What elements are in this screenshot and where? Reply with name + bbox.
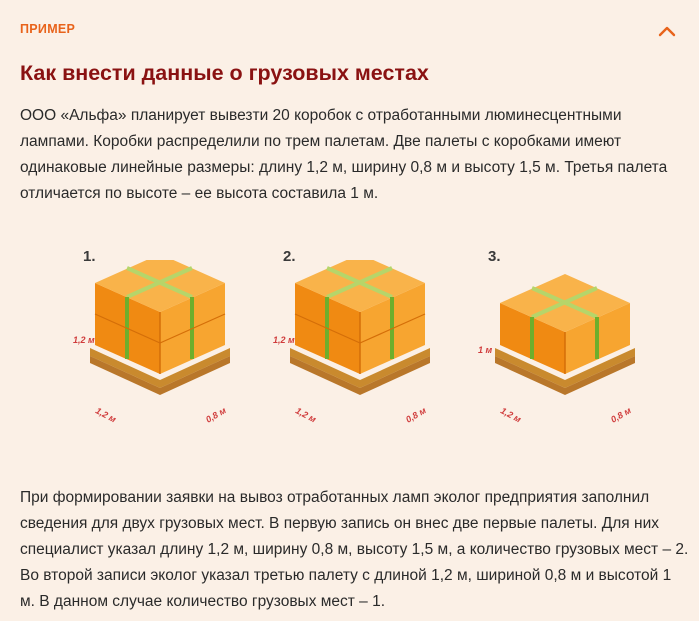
pallet-image bbox=[490, 260, 640, 410]
section-label: ПРИМЕР bbox=[20, 22, 76, 36]
pallet-illustration-3 bbox=[460, 240, 670, 430]
pallet-illustration-1 bbox=[55, 240, 265, 430]
intro-paragraph: ООО «Альфа» планирует вывезти 20 коробок с отработанными люминесцентными лампами. Коробки распределили по трем палетам. Две палеты с коробками имеют одинаковые линейные размеры: длину 1,2 м, ширину 0,8 м и высоту 1,5 м. Третья палета отличается по высоте – ее высота составила 1 м. bbox=[20, 107, 668, 202]
section-title: Как внести данные о грузовых местах bbox=[20, 61, 429, 85]
length-label: 1,2 м bbox=[293, 405, 318, 425]
pallet-number: 3. bbox=[488, 248, 501, 265]
height-label: 1,2 м bbox=[273, 335, 295, 345]
height-label: 1 м bbox=[478, 345, 493, 355]
pallet-illustration-2 bbox=[255, 240, 465, 430]
pallet-number: 2. bbox=[283, 248, 296, 265]
length-label: 1,2 м bbox=[498, 405, 523, 425]
pallet-image bbox=[285, 260, 435, 410]
width-label: 0,8 м bbox=[203, 405, 228, 425]
pallet-number: 1. bbox=[83, 248, 96, 265]
pallet-image bbox=[85, 260, 235, 410]
length-label: 1,2 м bbox=[93, 405, 118, 425]
width-label: 0,8 м bbox=[608, 405, 633, 425]
conclusion-paragraph: При формировании заявки на вывоз отработанных ламп эколог предприятия заполнил сведения для двух грузовых мест. В первую запись он внес две первые палеты. Для них специалист указал длину 1,2 м, ширину 0,8 м, высоту 1,5 м, а количество грузовых мест – 2. Во второй записи эколог указал третью палету с длиной 1,2 м, шириной 0,8 м и высотой 1 м. В данном случае количество грузовых мест – 1. bbox=[20, 489, 689, 610]
height-label: 1,2 м bbox=[73, 335, 95, 345]
chevron-up-icon[interactable] bbox=[657, 22, 677, 40]
width-label: 0,8 м bbox=[403, 405, 428, 425]
